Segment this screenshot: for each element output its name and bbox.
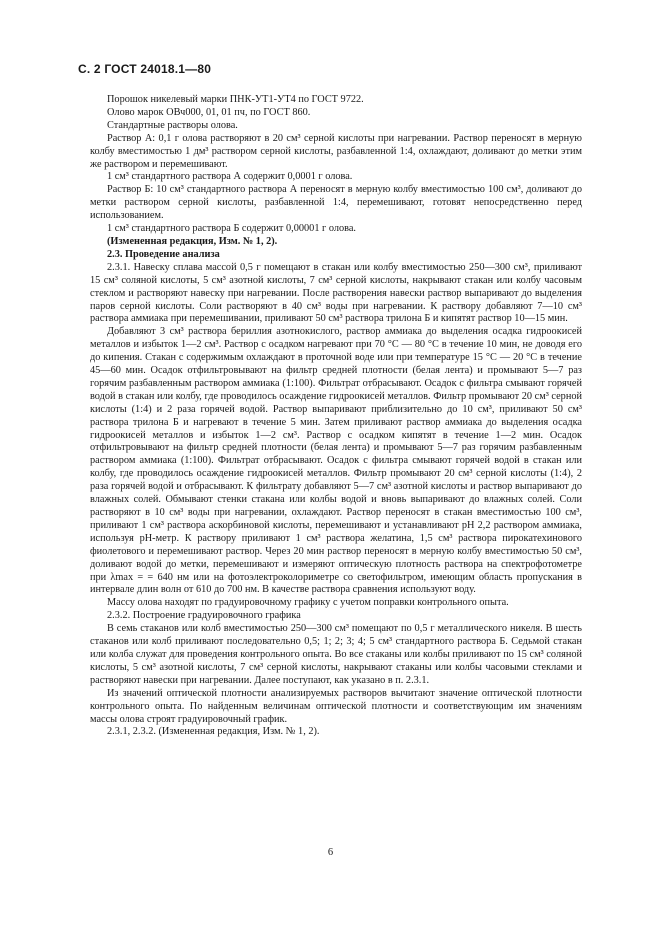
paragraph-amended-edition-1: (Измененная редакция, Изм. № 1, 2). (107, 235, 278, 247)
page-number: 6 (327, 847, 334, 858)
paragraph-amended-edition-2: 2.3.1, 2.3.2. (Измененная редакция, Изм. № 1, 2). (107, 726, 320, 738)
section-heading-analysis: 2.3. Проведение анализа (107, 248, 220, 260)
paragraph-solution-b-content: 1 см³ стандартного раствора Б содержит 0,00001 г олова. (107, 223, 357, 235)
paragraph-solution-a: Раствор А: 0,1 г олова растворяют в 20 см³ серной кислоты при нагревании. Раствор переносят в мерную колбу вместимостью 1 дм³ раствором серной кислоты, разбавленной 1:4, охлаждают, доливают до метки этим же раствором и перемешивают. (90, 132, 582, 170)
paragraph-tin-mass: Массу олова находят по градуировочному графику с учетом поправки контрольного опыта. (107, 597, 509, 609)
paragraph-standard-solutions: Стандартные растворы олова. (107, 119, 238, 131)
paragraph-solution-a-content: 1 см³ стандартного раствора А содержит 0,0001 г олова. (107, 171, 353, 183)
document-body (90, 94, 582, 739)
paragraph-2-3-1: 2.3.1. Навеску сплава массой 0,5 г помещают в стакан или колбу вместимостью 250—300 см³, приливают 15 см³ соляной кислоты, 5 см³ азотной кислоты, 7 см³ серной кислоты, накрывают стакан или колбу часовым стеклом и растворяют навеску при нагревании. После растворения навески раствор выпаривают до выделения паров серной кислоты. Соли растворяют в 40 см³ воды при нагревании. К раствору добавляют 7—10 см³ раствора аммиака при перемешивании, приливают 50 см³ раствора трилона Б и кипятят раствор 10—15 мин. (90, 261, 582, 325)
page-header: С. 2 ГОСТ 24018.1—80 (78, 62, 212, 76)
paragraph-calibration-procedure: В семь стаканов или колб вместимостью 250—300 см³ помещают по 0,5 г металлического никеля. В шесть стаканов или колб приливают последовательно 0,5; 1; 2; 3; 4; 5 см³ стандартного раствора Б. Седьмой стакан или колба служат для проведения контрольного опыта. Во все стаканы или колбы приливают по 15 см³ соляной кислоты, 5 см³ азотной кислоты, 7 см³ серной кислоты, накрывают стаканы или колбы часовыми стеклами и растворяют навески при нагревании. Далее поступают, как указано в п. 2.3.1. (90, 623, 582, 686)
paragraph-nickel-powder: Порошок никелевый марки ПНК-УТ1-УТ4 по ГОСТ 9722. (107, 94, 364, 105)
paragraph-tin-grades: Олово марок ОВч000, 01, 01 пч, по ГОСТ 860. (107, 106, 311, 118)
paragraph-beryllium-procedure: Добавляют 3 см³ раствора бериллия азотнокислого, раствор аммиака до выделения осадка гидроокисей металлов и избыток 1—2 см³. Раствор с осадком нагревают при 70 °С — 80 °С в течение 10 мин, не доводя его до кипения. Стакан с содержимым охлаждают в проточной воде или при температуре 15 °С — 20 °С в течение 45—60 мин. Осадок отфильтровывают на фильтр средней плотности (белая лента) и промывают 5—7 раз горячим разбавленным раствором аммиака (1:100). Фильтрат отбрасывают. Осадок с фильтра смывают горячей водой в стакан или колбу, где проводилось осаждение гидроокисей металлов. Фильтр промывают 20 см³ серной кислоты (1:4) и 2 раза горячей водой. Раствор выпаривают приблизительно до 10 см³, приливают 50 см³ раствора трилона Б и нагревают в течение 5 мин. Затем приливают раствор аммиака до выделения осадка гидроокисей металлов и избыток 1—2 см³. Раствор с осадком кипятят в течение 1—2 мин. Осадок отфильтровывают на фильтр средней плотности (белая лента) и промывают 5—7 раз горячим разбавленным раствором аммиака (1:100). Фильтрат отбрасывают. Осадок с фильтра смывают горячей водой в стакан или колбу, где проводилось осаждение гидроокисей металлов. Фильтр промывают 20 см³ серной кислоты (1:4), 2 раза горячей водой и отбрасывают. К фильтрату добавляют 5—7 см³ азотной кислоты и раствор выпаривают до влажных солей. Обмывают стенки стакана или колбы водой и вновь выпаривают до влажных солей. Соли растворяют в 10 см³ воды при нагревании, охлаждают. Раствор переносят в стакан вместимостью 100 см³, приливают 1 см³ раствора аскорбиновой кислоты, перемешивают и устанавливают рН 2,2 раствором аммиака, используя рН-метр. К раствору приливают 1 см³ раствора желатина, 1,5 см³ раствора пирокатехинового фиолетового и перемешивают раствор. Через 20 мин раствор переносят в мерную колбу вместимостью 50 см³, доливают водой до метки, перемешивают и измеряют оптическую плотность раствора на спектрофотометре при λmax = = 640 нм или на фотоэлектроколориметре со светофильтром, имеющим область пропускания в интервале длин волн от 610 до 700 нм. В качестве раствора сравнения используют воду. (90, 326, 582, 596)
paragraph-optical-density: Из значений оптической плотности анализируемых растворов вычитают значение оптической плотности контрольного опыта. По найденным величинам оптической плотности и соответствующим им значениям массы олова строят градуировочный график. (90, 687, 582, 725)
section-heading-calibration: 2.3.2. Построение градуировочного графика (107, 610, 301, 622)
paragraph-solution-b: Раствор Б: 10 см³ стандартного раствора А переносят в мерную колбу вместимостью 100 см³, доливают до метки раствором серной кислоты, разбавленной 1:4, перемешивают, готовят непосредственно перед использованием. (90, 184, 582, 222)
